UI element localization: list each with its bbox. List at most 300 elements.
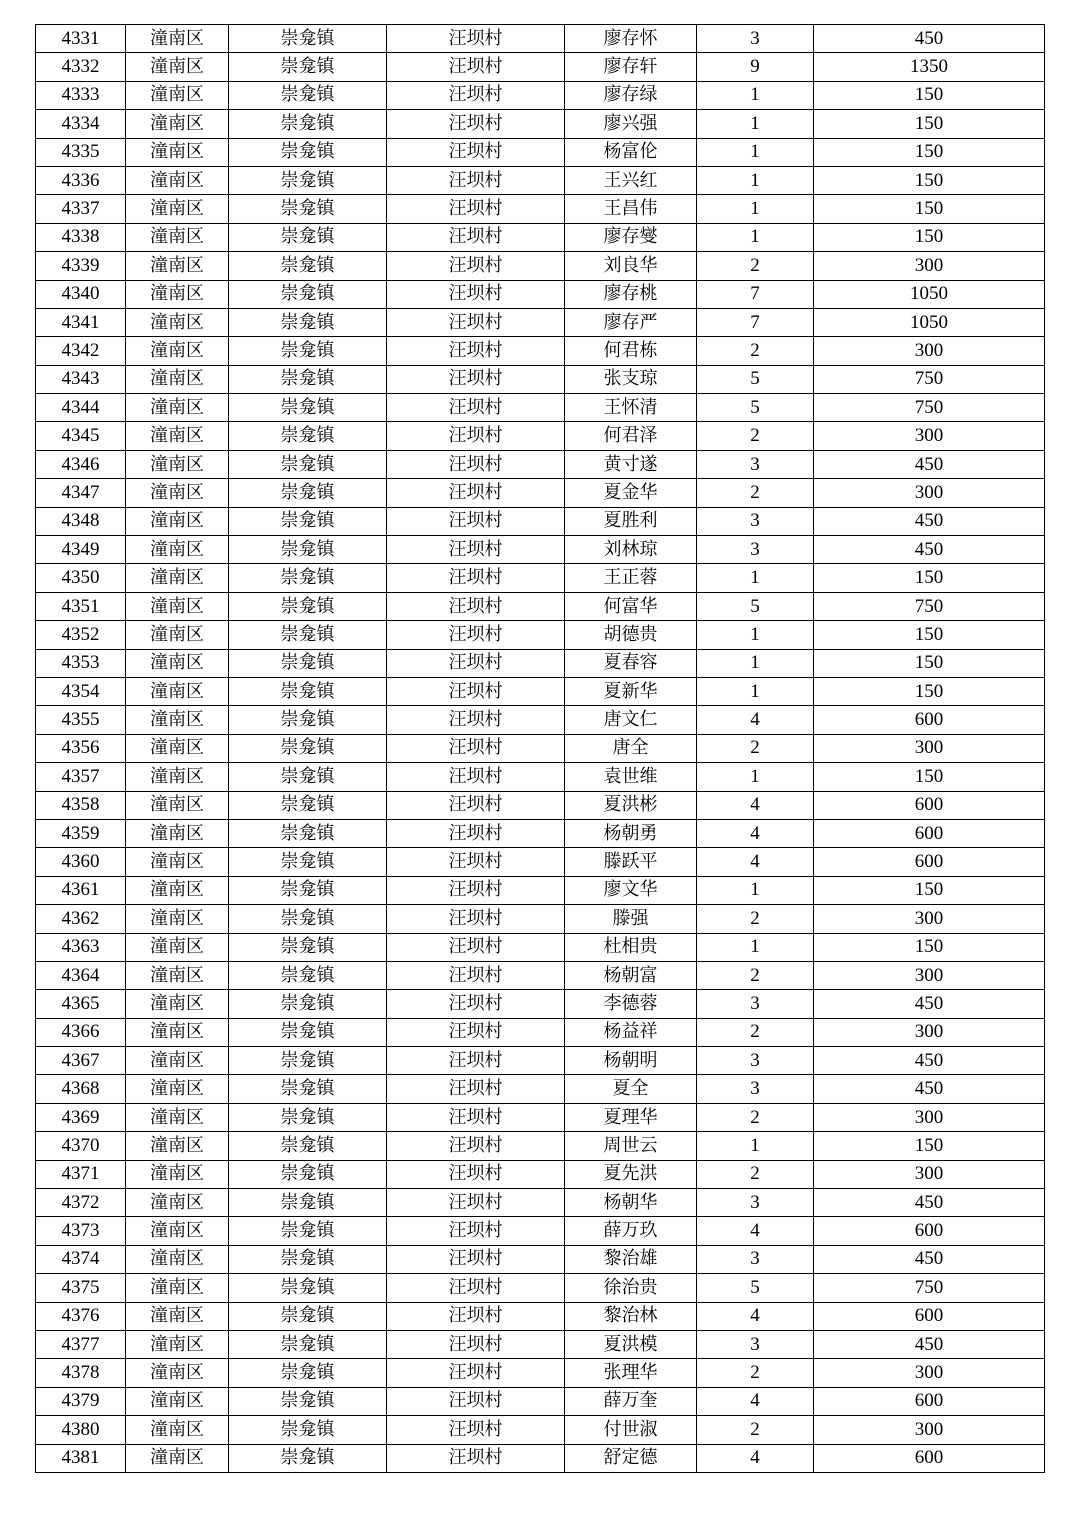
household-size-cell: 1	[697, 1132, 814, 1160]
serial-number-cell: 4345	[36, 422, 126, 450]
table-row	[36, 1018, 1045, 1046]
table-row	[36, 677, 1045, 705]
district-cell: 潼南区	[126, 81, 229, 109]
household-size-cell: 5	[697, 394, 814, 422]
household-size-cell: 3	[697, 25, 814, 53]
village-cell: 汪坝村	[387, 25, 565, 53]
amount-cell: 150	[814, 166, 1045, 194]
table-row	[36, 905, 1045, 933]
village-cell: 汪坝村	[387, 1018, 565, 1046]
amount-cell: 450	[814, 990, 1045, 1018]
name-cell: 张支琼	[565, 365, 697, 393]
name-cell: 杨益祥	[565, 1018, 697, 1046]
name-cell: 何君栋	[565, 337, 697, 365]
district-cell: 潼南区	[126, 848, 229, 876]
name-cell: 夏理华	[565, 1103, 697, 1131]
serial-number-cell: 4370	[36, 1132, 126, 1160]
household-size-cell: 4	[697, 791, 814, 819]
household-size-cell: 4	[697, 819, 814, 847]
district-cell: 潼南区	[126, 905, 229, 933]
name-cell: 夏春容	[565, 649, 697, 677]
household-size-cell: 7	[697, 280, 814, 308]
name-cell: 王兴红	[565, 166, 697, 194]
household-size-cell: 2	[697, 337, 814, 365]
town-cell: 崇龛镇	[229, 223, 387, 251]
amount-cell: 300	[814, 479, 1045, 507]
town-cell: 崇龛镇	[229, 990, 387, 1018]
village-cell: 汪坝村	[387, 621, 565, 649]
table-row	[36, 365, 1045, 393]
district-cell: 潼南区	[126, 308, 229, 336]
name-cell: 王正蓉	[565, 564, 697, 592]
amount-cell: 1350	[814, 53, 1045, 81]
serial-number-cell: 4357	[36, 763, 126, 791]
village-cell: 汪坝村	[387, 450, 565, 478]
serial-number-cell: 4332	[36, 53, 126, 81]
village-cell: 汪坝村	[387, 53, 565, 81]
name-cell: 李德蓉	[565, 990, 697, 1018]
name-cell: 廖文华	[565, 876, 697, 904]
table-row	[36, 138, 1045, 166]
household-size-cell: 1	[697, 166, 814, 194]
serial-number-cell: 4368	[36, 1075, 126, 1103]
household-size-cell: 2	[697, 1103, 814, 1131]
table-row	[36, 876, 1045, 904]
serial-number-cell: 4362	[36, 905, 126, 933]
table-row	[36, 1245, 1045, 1273]
town-cell: 崇龛镇	[229, 394, 387, 422]
village-cell: 汪坝村	[387, 195, 565, 223]
amount-cell: 450	[814, 507, 1045, 535]
household-size-cell: 1	[697, 195, 814, 223]
district-cell: 潼南区	[126, 791, 229, 819]
name-cell: 舒定德	[565, 1444, 697, 1472]
serial-number-cell: 4375	[36, 1274, 126, 1302]
name-cell: 黄寸遂	[565, 450, 697, 478]
name-cell: 杨朝华	[565, 1189, 697, 1217]
table-row	[36, 223, 1045, 251]
district-cell: 潼南区	[126, 1132, 229, 1160]
district-cell: 潼南区	[126, 1444, 229, 1472]
name-cell: 徐治贵	[565, 1274, 697, 1302]
district-cell: 潼南区	[126, 819, 229, 847]
household-size-cell: 1	[697, 110, 814, 138]
village-cell: 汪坝村	[387, 564, 565, 592]
serial-number-cell: 4363	[36, 933, 126, 961]
household-size-cell: 7	[697, 308, 814, 336]
serial-number-cell: 4347	[36, 479, 126, 507]
household-size-cell: 3	[697, 1245, 814, 1273]
village-cell: 汪坝村	[387, 1330, 565, 1358]
table-row	[36, 1444, 1045, 1472]
amount-cell: 300	[814, 337, 1045, 365]
town-cell: 崇龛镇	[229, 1047, 387, 1075]
village-cell: 汪坝村	[387, 110, 565, 138]
name-cell: 何富华	[565, 592, 697, 620]
name-cell: 廖存燮	[565, 223, 697, 251]
household-size-cell: 1	[697, 621, 814, 649]
household-size-cell: 3	[697, 1189, 814, 1217]
table-row	[36, 337, 1045, 365]
amount-cell: 300	[814, 1160, 1045, 1188]
name-cell: 王怀清	[565, 394, 697, 422]
table-row	[36, 308, 1045, 336]
serial-number-cell: 4365	[36, 990, 126, 1018]
serial-number-cell: 4341	[36, 308, 126, 336]
name-cell: 何君泽	[565, 422, 697, 450]
table-row	[36, 1416, 1045, 1444]
table-row	[36, 621, 1045, 649]
district-cell: 潼南区	[126, 706, 229, 734]
serial-number-cell: 4355	[36, 706, 126, 734]
serial-number-cell: 4350	[36, 564, 126, 592]
table-row	[36, 53, 1045, 81]
household-size-cell: 9	[697, 53, 814, 81]
table-row	[36, 25, 1045, 53]
town-cell: 崇龛镇	[229, 961, 387, 989]
serial-number-cell: 4338	[36, 223, 126, 251]
town-cell: 崇龛镇	[229, 763, 387, 791]
household-size-cell: 2	[697, 479, 814, 507]
table-row	[36, 507, 1045, 535]
village-cell: 汪坝村	[387, 876, 565, 904]
serial-number-cell: 4369	[36, 1103, 126, 1131]
serial-number-cell: 4358	[36, 791, 126, 819]
name-cell: 薛万玖	[565, 1217, 697, 1245]
household-size-cell: 4	[697, 1217, 814, 1245]
village-cell: 汪坝村	[387, 1047, 565, 1075]
village-cell: 汪坝村	[387, 308, 565, 336]
amount-cell: 300	[814, 422, 1045, 450]
amount-cell: 600	[814, 1302, 1045, 1330]
name-cell: 廖存严	[565, 308, 697, 336]
village-cell: 汪坝村	[387, 280, 565, 308]
amount-cell: 150	[814, 138, 1045, 166]
table-row	[36, 990, 1045, 1018]
name-cell: 胡德贵	[565, 621, 697, 649]
name-cell: 廖存轩	[565, 53, 697, 81]
district-cell: 潼南区	[126, 1302, 229, 1330]
amount-cell: 450	[814, 1047, 1045, 1075]
subsidy-table	[35, 24, 1045, 1473]
household-size-cell: 5	[697, 1274, 814, 1302]
household-size-cell: 1	[697, 81, 814, 109]
village-cell: 汪坝村	[387, 1302, 565, 1330]
village-cell: 汪坝村	[387, 365, 565, 393]
town-cell: 崇龛镇	[229, 649, 387, 677]
town-cell: 崇龛镇	[229, 308, 387, 336]
serial-number-cell: 4374	[36, 1245, 126, 1273]
amount-cell: 300	[814, 1018, 1045, 1046]
town-cell: 崇龛镇	[229, 1103, 387, 1131]
amount-cell: 150	[814, 110, 1045, 138]
household-size-cell: 4	[697, 706, 814, 734]
household-size-cell: 3	[697, 507, 814, 535]
amount-cell: 300	[814, 961, 1045, 989]
name-cell: 夏洪模	[565, 1330, 697, 1358]
household-size-cell: 2	[697, 961, 814, 989]
town-cell: 崇龛镇	[229, 479, 387, 507]
town-cell: 崇龛镇	[229, 848, 387, 876]
serial-number-cell: 4367	[36, 1047, 126, 1075]
table-row	[36, 479, 1045, 507]
town-cell: 崇龛镇	[229, 280, 387, 308]
amount-cell: 600	[814, 819, 1045, 847]
serial-number-cell: 4380	[36, 1416, 126, 1444]
district-cell: 潼南区	[126, 1189, 229, 1217]
table-row	[36, 252, 1045, 280]
town-cell: 崇龛镇	[229, 195, 387, 223]
serial-number-cell: 4359	[36, 819, 126, 847]
amount-cell: 150	[814, 876, 1045, 904]
district-cell: 潼南区	[126, 195, 229, 223]
amount-cell: 450	[814, 25, 1045, 53]
district-cell: 潼南区	[126, 1075, 229, 1103]
household-size-cell: 3	[697, 1047, 814, 1075]
amount-cell: 600	[814, 1387, 1045, 1415]
village-cell: 汪坝村	[387, 1444, 565, 1472]
amount-cell: 600	[814, 706, 1045, 734]
amount-cell: 450	[814, 1330, 1045, 1358]
district-cell: 潼南区	[126, 1416, 229, 1444]
name-cell: 廖存怀	[565, 25, 697, 53]
amount-cell: 300	[814, 252, 1045, 280]
household-size-cell: 1	[697, 933, 814, 961]
serial-number-cell: 4377	[36, 1330, 126, 1358]
town-cell: 崇龛镇	[229, 536, 387, 564]
district-cell: 潼南区	[126, 734, 229, 762]
amount-cell: 300	[814, 1103, 1045, 1131]
table-row	[36, 564, 1045, 592]
table-row	[36, 110, 1045, 138]
household-size-cell: 5	[697, 592, 814, 620]
village-cell: 汪坝村	[387, 223, 565, 251]
table-row	[36, 450, 1045, 478]
town-cell: 崇龛镇	[229, 110, 387, 138]
district-cell: 潼南区	[126, 1047, 229, 1075]
name-cell: 廖存绿	[565, 81, 697, 109]
household-size-cell: 3	[697, 1075, 814, 1103]
serial-number-cell: 4372	[36, 1189, 126, 1217]
district-cell: 潼南区	[126, 876, 229, 904]
village-cell: 汪坝村	[387, 1217, 565, 1245]
district-cell: 潼南区	[126, 507, 229, 535]
town-cell: 崇龛镇	[229, 621, 387, 649]
village-cell: 汪坝村	[387, 337, 565, 365]
table-row	[36, 536, 1045, 564]
village-cell: 汪坝村	[387, 1359, 565, 1387]
district-cell: 潼南区	[126, 53, 229, 81]
village-cell: 汪坝村	[387, 819, 565, 847]
village-cell: 汪坝村	[387, 252, 565, 280]
village-cell: 汪坝村	[387, 791, 565, 819]
serial-number-cell: 4336	[36, 166, 126, 194]
town-cell: 崇龛镇	[229, 791, 387, 819]
name-cell: 夏胜利	[565, 507, 697, 535]
table-row	[36, 734, 1045, 762]
name-cell: 廖存桃	[565, 280, 697, 308]
amount-cell: 300	[814, 905, 1045, 933]
village-cell: 汪坝村	[387, 1245, 565, 1273]
town-cell: 崇龛镇	[229, 1245, 387, 1273]
amount-cell: 150	[814, 81, 1045, 109]
amount-cell: 450	[814, 1075, 1045, 1103]
amount-cell: 150	[814, 933, 1045, 961]
table-row	[36, 280, 1045, 308]
household-size-cell: 2	[697, 1359, 814, 1387]
serial-number-cell: 4342	[36, 337, 126, 365]
serial-number-cell: 4335	[36, 138, 126, 166]
name-cell: 杜相贵	[565, 933, 697, 961]
household-size-cell: 1	[697, 649, 814, 677]
household-size-cell: 2	[697, 1160, 814, 1188]
table-row	[36, 1189, 1045, 1217]
table-row	[36, 1160, 1045, 1188]
table-row	[36, 1330, 1045, 1358]
town-cell: 崇龛镇	[229, 1330, 387, 1358]
name-cell: 夏全	[565, 1075, 697, 1103]
name-cell: 刘良华	[565, 252, 697, 280]
village-cell: 汪坝村	[387, 763, 565, 791]
serial-number-cell: 4340	[36, 280, 126, 308]
name-cell: 张理华	[565, 1359, 697, 1387]
household-size-cell: 1	[697, 223, 814, 251]
serial-number-cell: 4331	[36, 25, 126, 53]
serial-number-cell: 4348	[36, 507, 126, 535]
table-row	[36, 422, 1045, 450]
village-cell: 汪坝村	[387, 649, 565, 677]
district-cell: 潼南区	[126, 1160, 229, 1188]
name-cell: 夏金华	[565, 479, 697, 507]
town-cell: 崇龛镇	[229, 592, 387, 620]
table-row	[36, 1274, 1045, 1302]
table-row	[36, 961, 1045, 989]
village-cell: 汪坝村	[387, 677, 565, 705]
serial-number-cell: 4339	[36, 252, 126, 280]
household-size-cell: 2	[697, 1416, 814, 1444]
district-cell: 潼南区	[126, 365, 229, 393]
amount-cell: 150	[814, 763, 1045, 791]
name-cell: 杨朝明	[565, 1047, 697, 1075]
serial-number-cell: 4361	[36, 876, 126, 904]
district-cell: 潼南区	[126, 1359, 229, 1387]
village-cell: 汪坝村	[387, 1160, 565, 1188]
name-cell: 滕强	[565, 905, 697, 933]
subsidy-table-container	[35, 24, 1044, 1473]
district-cell: 潼南区	[126, 479, 229, 507]
name-cell: 周世云	[565, 1132, 697, 1160]
village-cell: 汪坝村	[387, 479, 565, 507]
name-cell: 滕跃平	[565, 848, 697, 876]
town-cell: 崇龛镇	[229, 507, 387, 535]
amount-cell: 150	[814, 1132, 1045, 1160]
amount-cell: 300	[814, 734, 1045, 762]
name-cell: 廖兴强	[565, 110, 697, 138]
town-cell: 崇龛镇	[229, 337, 387, 365]
serial-number-cell: 4353	[36, 649, 126, 677]
village-cell: 汪坝村	[387, 1416, 565, 1444]
table-row	[36, 1075, 1045, 1103]
village-cell: 汪坝村	[387, 848, 565, 876]
name-cell: 夏新华	[565, 677, 697, 705]
town-cell: 崇龛镇	[229, 1444, 387, 1472]
town-cell: 崇龛镇	[229, 1416, 387, 1444]
name-cell: 杨朝富	[565, 961, 697, 989]
household-size-cell: 5	[697, 365, 814, 393]
table-row	[36, 763, 1045, 791]
table-row	[36, 1103, 1045, 1131]
table-row	[36, 819, 1045, 847]
amount-cell: 750	[814, 365, 1045, 393]
district-cell: 潼南区	[126, 337, 229, 365]
town-cell: 崇龛镇	[229, 1274, 387, 1302]
district-cell: 潼南区	[126, 223, 229, 251]
village-cell: 汪坝村	[387, 422, 565, 450]
district-cell: 潼南区	[126, 1245, 229, 1273]
table-row	[36, 394, 1045, 422]
amount-cell: 450	[814, 1189, 1045, 1217]
town-cell: 崇龛镇	[229, 422, 387, 450]
district-cell: 潼南区	[126, 1103, 229, 1131]
district-cell: 潼南区	[126, 592, 229, 620]
amount-cell: 450	[814, 536, 1045, 564]
serial-number-cell: 4346	[36, 450, 126, 478]
district-cell: 潼南区	[126, 536, 229, 564]
name-cell: 刘林琼	[565, 536, 697, 564]
amount-cell: 150	[814, 195, 1045, 223]
table-row	[36, 1217, 1045, 1245]
household-size-cell: 4	[697, 848, 814, 876]
table-body	[36, 25, 1045, 1473]
district-cell: 潼南区	[126, 649, 229, 677]
amount-cell: 450	[814, 1245, 1045, 1273]
household-size-cell: 1	[697, 564, 814, 592]
district-cell: 潼南区	[126, 933, 229, 961]
town-cell: 崇龛镇	[229, 81, 387, 109]
village-cell: 汪坝村	[387, 1103, 565, 1131]
town-cell: 崇龛镇	[229, 450, 387, 478]
name-cell: 黎治雄	[565, 1245, 697, 1273]
serial-number-cell: 4351	[36, 592, 126, 620]
amount-cell: 750	[814, 1274, 1045, 1302]
village-cell: 汪坝村	[387, 507, 565, 535]
serial-number-cell: 4373	[36, 1217, 126, 1245]
name-cell: 唐文仁	[565, 706, 697, 734]
district-cell: 潼南区	[126, 1330, 229, 1358]
table-row	[36, 1359, 1045, 1387]
table-row	[36, 706, 1045, 734]
town-cell: 崇龛镇	[229, 734, 387, 762]
household-size-cell: 2	[697, 422, 814, 450]
town-cell: 崇龛镇	[229, 166, 387, 194]
amount-cell: 750	[814, 394, 1045, 422]
serial-number-cell: 4343	[36, 365, 126, 393]
household-size-cell: 3	[697, 536, 814, 564]
name-cell: 王昌伟	[565, 195, 697, 223]
town-cell: 崇龛镇	[229, 677, 387, 705]
table-row	[36, 1302, 1045, 1330]
district-cell: 潼南区	[126, 252, 229, 280]
district-cell: 潼南区	[126, 110, 229, 138]
village-cell: 汪坝村	[387, 536, 565, 564]
name-cell: 袁世维	[565, 763, 697, 791]
table-row	[36, 933, 1045, 961]
district-cell: 潼南区	[126, 564, 229, 592]
village-cell: 汪坝村	[387, 734, 565, 762]
district-cell: 潼南区	[126, 450, 229, 478]
amount-cell: 600	[814, 1444, 1045, 1472]
serial-number-cell: 4354	[36, 677, 126, 705]
